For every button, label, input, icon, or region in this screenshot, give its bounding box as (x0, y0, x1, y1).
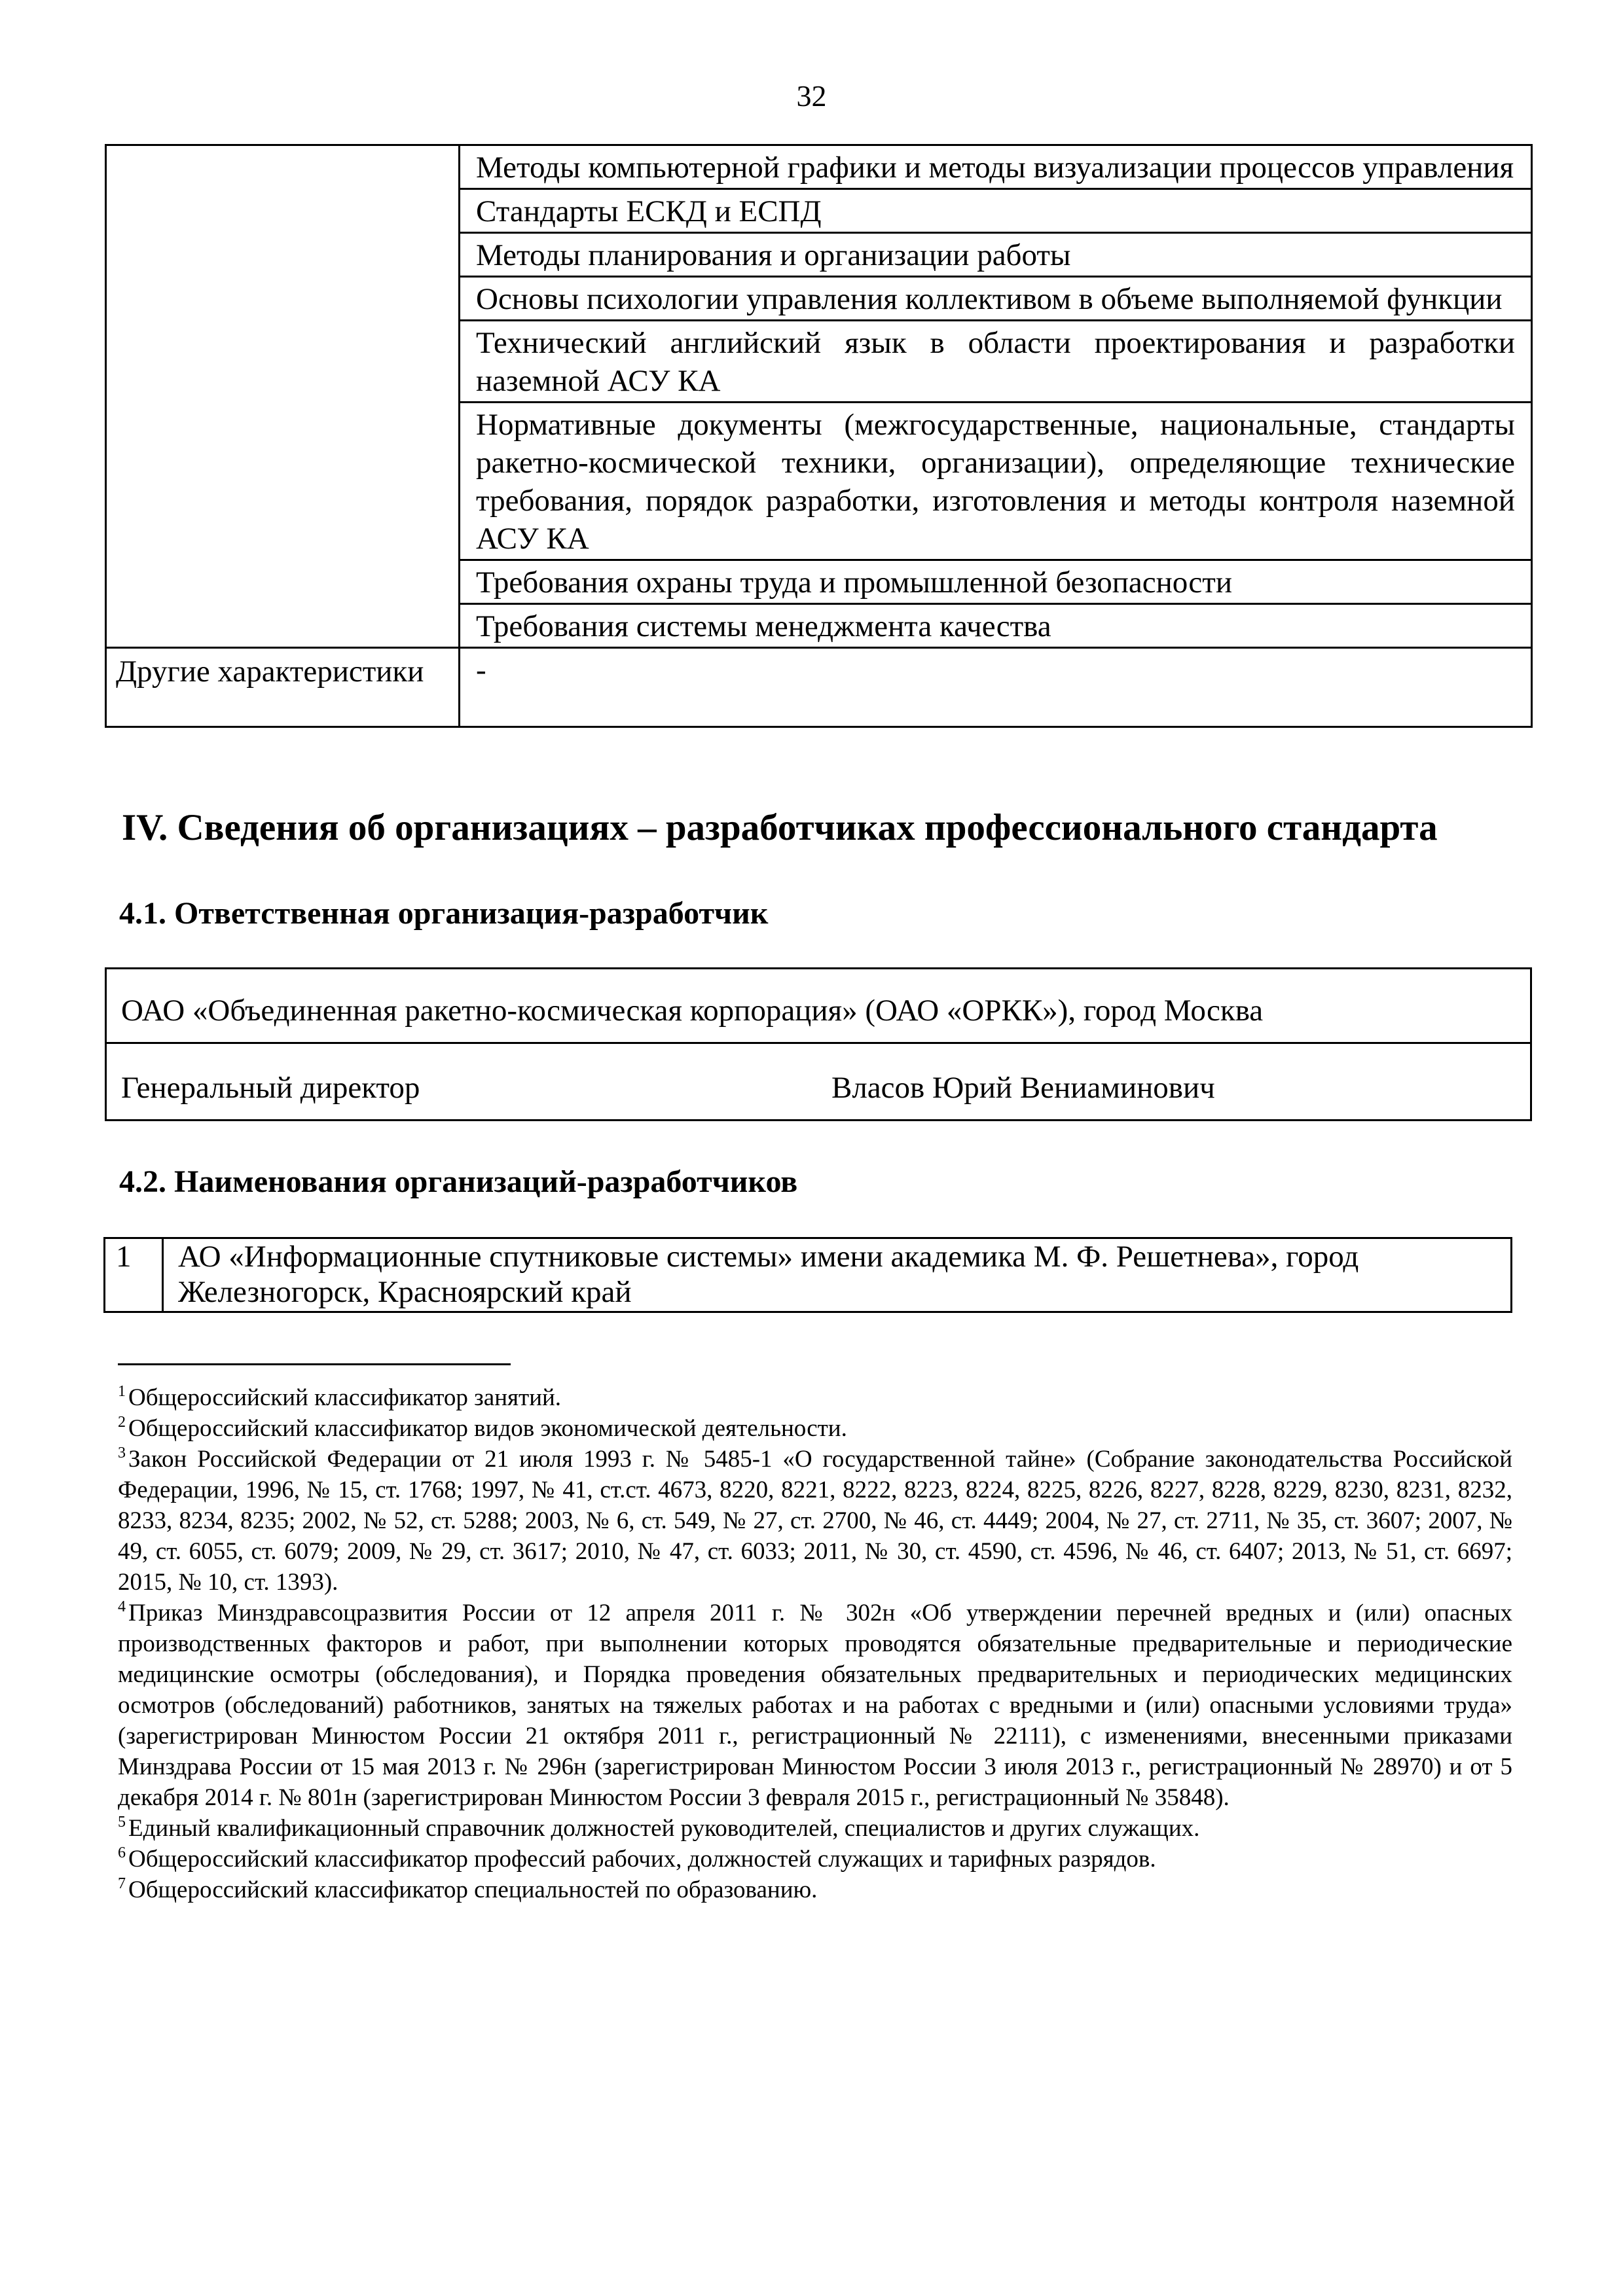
table-row (105, 1238, 1512, 1312)
table-row (106, 969, 1531, 1043)
footnote (118, 1382, 1512, 1413)
footnote (118, 1813, 1512, 1844)
other-characteristics-label: Другие характеристики (106, 648, 460, 727)
director-name: Власов Юрий Вениаминович (831, 1071, 1215, 1105)
footnote-text: Общероссийский классификатор профессий рабочих, должностей служащих и тарифных разрядов. (128, 1846, 1156, 1873)
responsible-org-heading: 4.1. Ответственная организация-разработчик (119, 896, 769, 931)
table-row (106, 145, 1532, 189)
footnote-text: Общероссийский классификатор занятий. (128, 1384, 562, 1411)
director-cell (106, 1043, 1531, 1121)
footnote (118, 1444, 1512, 1598)
footnote-mark: 4 (118, 1598, 126, 1615)
director-position: Генеральный директор (121, 1071, 420, 1105)
footnote-text: Общероссийский классификатор видов экономической деятельности. (128, 1415, 847, 1442)
knowledge-item: Требования системы менеджмента качества (460, 604, 1532, 648)
page-number: 32 (796, 79, 827, 113)
knowledge-item: Основы психологии управления коллективом в объеме выполняемой функции (460, 277, 1532, 321)
footnote-text: Единый квалификационный справочник должностей руководителей, специалистов и других служащих. (128, 1815, 1200, 1842)
footnote-mark: 5 (118, 1814, 126, 1831)
table-row (106, 1043, 1531, 1121)
footnote-mark: 2 (118, 1414, 126, 1431)
knowledge-item: Стандарты ЕСКД и ЕСПД (460, 189, 1532, 233)
knowledge-item: Нормативные документы (межгосударственные, национальные, стандарты ракетно-космической техники, организации), определяющие технические требования, порядок разработки, изготовления и методы контроля наземной АСУ КА (460, 403, 1532, 560)
developer-name: АО «Информационные спутниковые системы» имени академика М. Ф. Решетнева», город Железногорск, Красноярский край (163, 1238, 1512, 1312)
footnote-mark: 7 (118, 1875, 126, 1892)
footnote-mark: 1 (118, 1383, 126, 1400)
footnote-text: Общероссийский классификатор специальностей по образованию. (128, 1876, 818, 1903)
other-characteristics-value: - (460, 648, 1532, 727)
responsible-org-table (105, 967, 1532, 1121)
footnote (118, 1874, 1512, 1905)
footnote-mark: 6 (118, 1844, 126, 1861)
footnote-text: Приказ Минздравсоцразвития России от 12 апреля 2011 г. № 302н «Об утверждении перечней вредных и (или) опасных производственных факторов и работ, при выполнении которых проводятся обязательные предварительные и периодические медицинские осмотры (обследования), и Порядка проведения обязательных предварительных и периодических медицинских осмотров (обследований) работников, занятых на тяжелых работах и на работах с вредными и (или) опасными условиями труда» (зарегистрирован Минюстом России 21 октября 2011 г., регистрационный № 22111), с изменениями, внесенными приказами Минздрава России от 15 мая 2013 г. № 296н (зарегистрирован Минюстом России 3 июля 2013 г., регистрационный № 28970) и от 5 декабря 2014 г. № 801н (зарегистрирован Минюстом России 3 февраля 2015 г., регистрационный № 35848). (118, 1600, 1512, 1811)
blank-label-cell (106, 145, 460, 648)
knowledge-item: Методы компьютерной графики и методы визуализации процессов управления (460, 145, 1532, 189)
knowledge-item: Методы планирования и организации работы (460, 233, 1532, 277)
knowledge-item: Требования охраны труда и промышленной безопасности (460, 560, 1532, 604)
knowledge-table (105, 144, 1533, 728)
footnote-text: Закон Российской Федерации от 21 июля 1993 г. № 5485-1 «О государственной тайне» (Собрание законодательства Российской Федерации, 1996, № 15, ст. 1768; 1997, № 41, ст.ст. 4673, 8220, 8221, 8222, 8223, 8224, 8225, 8226, 8227, 8228, 8229, 8230, 8231, 8232, 8233, 8234, 8235; 2002, № 52, ст. 5288; 2003, № 6, ст. 549, № 27, ст. 2700, № 46, ст. 4449; 2004, № 27, ст. 2711, № 35, ст. 3607; 2007, № 49, ст. 6055, ст. 6079; 2009, № 29, ст. 3617; 2010, № 47, ст. 6033; 2011, № 30, ст. 4590, ст. 4596, № 46, ст. 6407; 2013, № 51, ст. 6697; 2015, № 10, ст. 1393). (118, 1446, 1512, 1596)
footnote-separator (118, 1363, 511, 1365)
org-name: ОАО «Объединенная ракетно-космическая корпорация» (ОАО «ОРКК»), город Москва (106, 969, 1531, 1043)
developer-orgs-heading: 4.2. Наименования организаций-разработчиков (119, 1164, 798, 1199)
table-row (106, 648, 1532, 727)
developer-orgs-table (103, 1237, 1512, 1313)
developer-number: 1 (105, 1238, 163, 1312)
footnote (118, 1598, 1512, 1813)
footnote (118, 1413, 1512, 1444)
section-title: IV. Сведения об организациях – разработчиках профессионального стандарта (122, 807, 1438, 848)
footnote-mark: 3 (118, 1444, 126, 1462)
knowledge-item: Технический английский язык в области проектирования и разработки наземной АСУ КА (460, 321, 1532, 403)
footnotes (118, 1382, 1512, 1905)
footnote (118, 1844, 1512, 1874)
